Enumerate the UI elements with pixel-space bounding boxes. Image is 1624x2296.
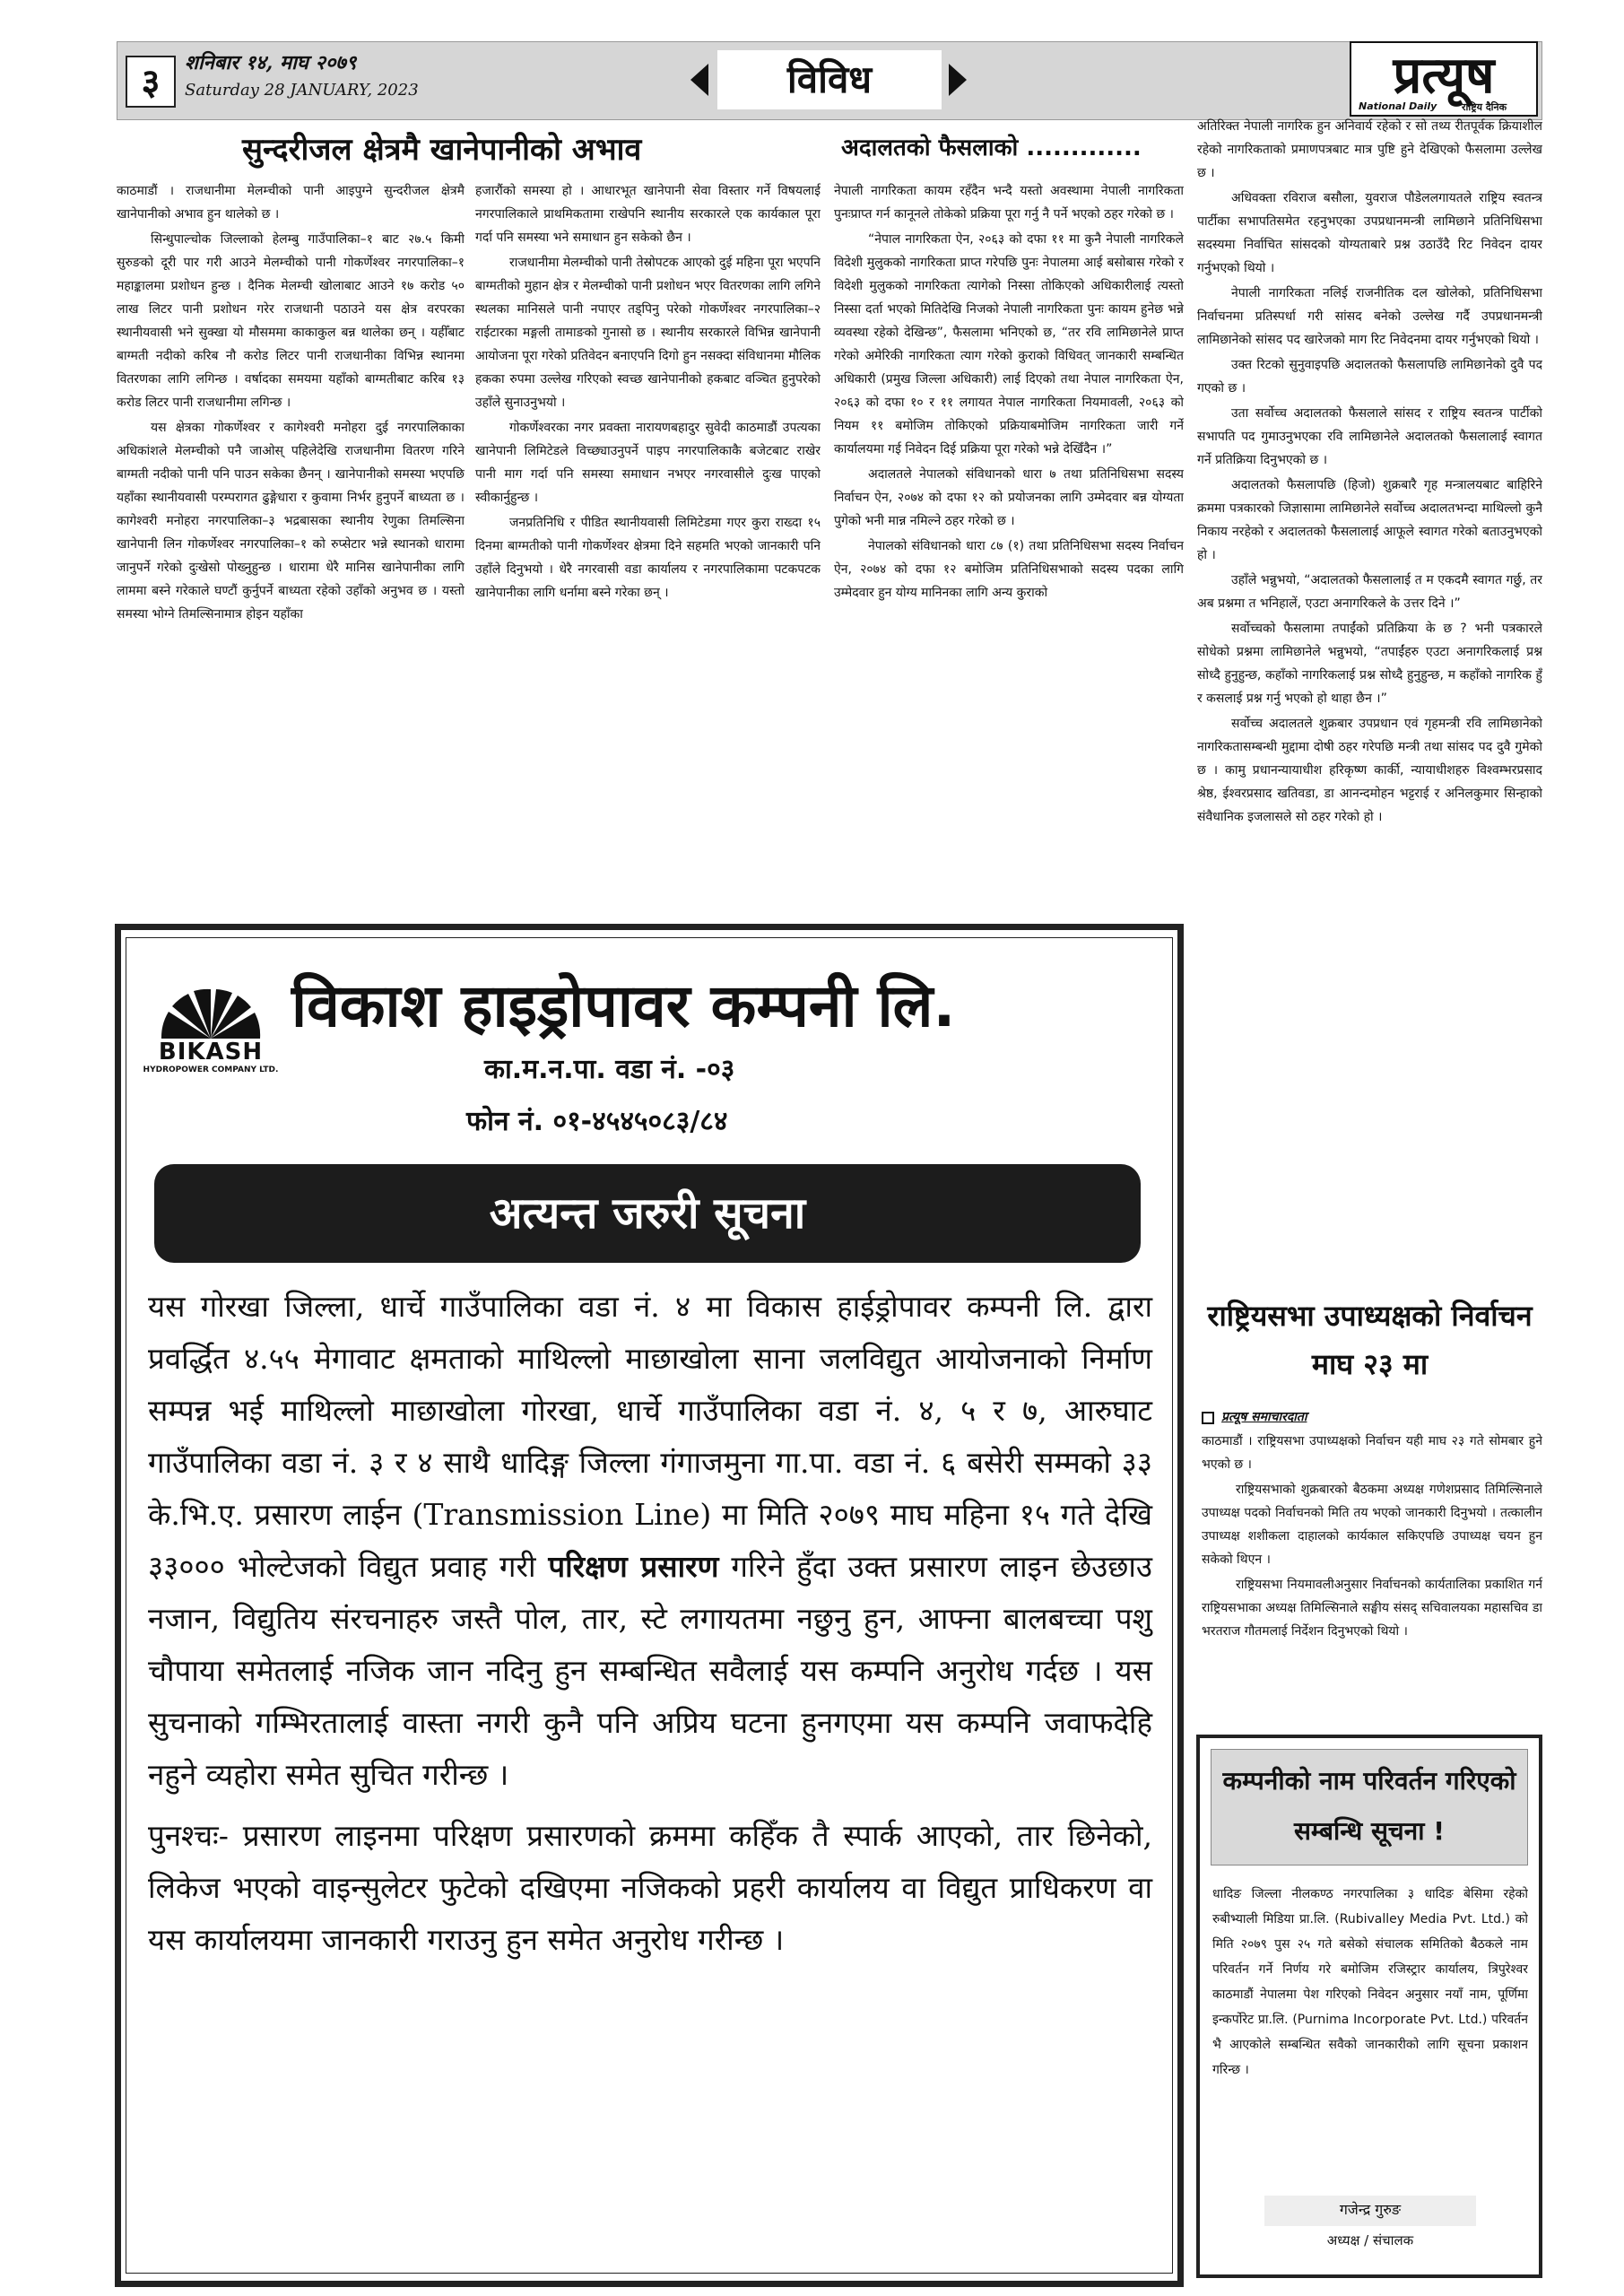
paragraph: सिन्धुपाल्चोक जिल्लाको हेलम्बु गाउँपालिका–१ बाट २७.५ किमी सुरुङको दूरी पार गरी आउने मेलम्चीको पानी गोकर्णेश्वर नगरपालिका–१ महाङ्कालमा प्रशोधन हुन्छ । दैनिक मेलम्ची खोलाबाट आउने १७ करोड ५० लाख लिटर पानी प्रशोधन गरेर राजधानी पठाउने यस क्षेत्र वरपरका स्थानीयवासी भने सुक्खा यो मौसममा काकाकुल बन्न थालेका छन् । यहीँबाट बाग्मती नदीको करिब नौ करोड लिटर पानी राजधानीका विभिन्न स्थानमा वितरणका लागि लगिन्छ । वर्षादका समयमा यहाँको बाग्मतीबाट करिब १३ करोड लिटर पानी राजधानीमा लगिन्छ । (117, 232, 465, 410)
paragraph: गोकर्णेश्वरका नगर प्रवक्ता नारायणबहादुर सुवेदी काठमाडौं उपत्यका खानेपानी लिमिटेडले विच्छ्याउनुपर्ने पाइप नगरपालिकाकै बजेटबाट राखेर पानी माग गर्दा पनि समस्या समाधान नभएर नगरवासीले दुःख पाएको स्वीकार्नुहुन्छ । (475, 421, 821, 505)
advertisement-text: यस गोरखा जिल्ला, धार्चे गाउँपालिका वडा नं. ४ मा विकास हाईड्रोपावर कम्पनी लि. द्वारा प्रवर्द्धित ४.५५ मेगावाट क्षमताको माथिल्लो माछाखोला साना जलविद्युत आयोजनाको निर्माण सम्पन्न भई माथिल्लो माछाखोला गोरखा, धार्चे गाउँपालिका वडा नं. ४, ५ र ७, आरुघाट गाउँपालिका वडा नं. ३ र ४ साथै धादिङ्ग जिल्ला गंगाजमुना गा.पा. वडा नं. ६ बसेरी सम्मको ३३ के.भि.ए. प्रसारण लाईन (Transmission Line) मा मिति २०७९ माघ महिना १५ गते देखि ३३००० भोल्टेजको विद्युत प्रवाह गरी (148, 1289, 1152, 1584)
paragraph: जनप्रतिनिधि र पीडित स्थानीयवासी लिमिटेडमा गएर कुरा राख्दा १५ दिनमा बाग्मतीको पानी गोकर्णेश्वर क्षेत्रमा दिने सहमति भएको जानकारी पनि उहाँले दिनुभयो । धेरै नगरवासी वडा कार्यालय र नगरपालिकामा पटकपटक खानेपानीका लागि धर्नामा बस्ने गरेका छन् । (475, 516, 821, 600)
paragraph: काठमाडौं । राजधानीमा मेलम्चीको पानी आइपुग्ने सुन्दरीजल क्षेत्रमै खानेपानीको अभाव हुन थालेको छ । (117, 184, 465, 222)
paragraph: उक्त रिटको सुनुवाइपछि अदालतको फैसलापछि लामिछानेको दुवै पद गएको छ । (1197, 358, 1542, 396)
advertisement-company-name: विकाश हाइड्रोपावर कम्पनी लि. (291, 971, 956, 1040)
paragraph: धादिङ जिल्ला नीलकण्ठ नगरपालिका ३ धादिङ बेसिमा रहेको रुबीभ्याली मिडिया प्रा.लि. (Rubivalley Media Pvt. Ltd.) को मिति २०७९ पुस २५ गते बसेको संचालक समितिको बैठकले नाम परिवर्तन गर्ने निर्णय गरे बमोजिम रजिस्ट्रार कार्यालय, त्रिपुरेश्वर काठमाडौं नेपालमा पेश गरिएको निवेदन अनुसार नयाँ नाम, पूर्णिमा इन्कर्पोरेट प्रा.लि. (Purnima Incorporate Pvt. Ltd.) परिवर्तन भै आएकोले सम्बन्धित सवैको जानकारीको लागि सूचना प्रकाशन गरिन्छ । (1212, 1887, 1528, 2077)
date-nepali: शनिबार १४, माघ २०७९ (185, 51, 357, 74)
paragraph: सर्वोच्च अदालतले शुक्रबार उपप्रधान एवं गृहमन्त्री रवि लामिछानेको नागरिकतासम्बन्धी मुद्दामा दोषी ठहर गरेपछि मन्त्री तथा सांसद पद दुवै गुमेको छ । कामु प्रधानन्यायाधीश हरिकृष्ण कार्की, न्यायाधीशहरु विश्वम्भरप्रसाद श्रेष्ठ, ईश्वरप्रसाद खतिवडा, डा आनन्दमोहन भट्टराई र अनिलकुमार सिन्हाको संवैधानिक इजलासले सो ठहर गरेको हो । (1197, 717, 1542, 824)
article-column-3 (834, 179, 1184, 933)
advertisement-body (148, 1281, 1152, 1975)
paragraph: राष्ट्रियसभाको शुक्रबारको बैठकमा अध्यक्ष गणेशप्रसाद तिमिल्सिनाले उपाध्यक्ष पदको निर्वाचनको मिति तय भएको जानकारी दिनुभयो । तत्कालीन उपाध्यक्ष शशीकला दाहालको कार्यकाल सकिएपछि उपाध्यक्ष चयन हुन सकेको थिएन । (1202, 1483, 1542, 1567)
paragraph: नेपालको संविधानको धारा ८७ (१) तथा प्रतिनिधिसभा सदस्य निर्वाचन ऐन, २०७४ को दफा १२ बमोजिम प्रतिनिधिसभाको सदस्य पदका लागि उम्मेदवार हुन योग्य मानिनका लागि अन्य कुराको (834, 539, 1184, 600)
company-logo-text: BIKASH (158, 1039, 264, 1065)
triangle-right-icon (949, 64, 967, 96)
article-headline-court: अदालतको फैसलाको ............. (841, 135, 1142, 161)
advertisement-bold-text: परिक्षण प्रसारण (548, 1549, 719, 1584)
paragraph: यस क्षेत्रका गोकर्णेश्वर र कागेश्वरी मनोहरा दुई नगरपालिकाका अधिकांशले मेलम्चीको पनै जाओस् पहिलेदेखि राजधानीमा वितरण गरिने बाग्मती नदीको पानी पनि पाउन सकेका छैनन् । खानेपानीको समस्या भएपछि यहाँका स्थानीयवासी परम्परागत ढुङ्गेधारा र कुवामा निर्भर हुनुपर्ने बाध्यता छ । कागेश्वरी मनोहरा नगरपालिका–३ भद्रबासका स्थानीय रेणुका तिमल्सिना खानेपानी लिन गोकर्णेश्वर नगरपालिका–१ को रुप्सेटार भन्ने स्थानको धारामा जानुपर्ने गरेको दुःखेसो पोख्नुहुन्छ । धारामा धेरै मानिस खानेपानीका लागि लाममा बस्ने गरेकाले घण्टौं कुर्नुपर्ने बाध्यता रहेको उहाँको अनुभव छ । यस्तो समस्या भोग्ने तिमल्सिनामात्र होइन यहाँका (117, 421, 465, 622)
paragraph: नेपाली नागरिकता कायम रहँदैन भन्दै यस्तो अवस्थामा नेपाली नागरिकता पुनःप्राप्त गर्न कानूनले तोकेको प्रक्रिया पूरा गर्नु नै पर्ने भएको ठहर गरेको छ । (834, 184, 1184, 222)
article-headline-water: सुन्दरीजल क्षेत्रमै खानेपानीको अभाव (242, 132, 642, 168)
paragraph: उता सर्वोच्च अदालतको फैसलाले सांसद र राष्ट्रिय स्वतन्त्र पार्टीको सभापति पद गुमाउनुभएका रवि लामिछानेले अदालतको फैसलालाई स्वागत गर्ने प्रतिक्रिया दिनुभएको छ । (1197, 406, 1542, 467)
paragraph: सर्वोच्चको फैसलामा तपाईंको प्रतिक्रिया के छ ? भनी पत्रकारले सोधेको प्रश्नमा लामिछानेले भन्नुभयो, “तपाईंहरु एउटा अनागरिकलाई प्रश्न सोध्दै हुनुहुन्छ, कहाँको नागरिकलाई प्रश्न सोध्दै हुनुहुन्छ, म कहाँको नागरिक हुँ र कसलाई प्रश्न गर्नु भएको हो थाहा छैन ।” (1197, 622, 1542, 706)
section-title: विविध (786, 57, 873, 101)
paragraph: हजारौंको समस्या हो । आधारभूत खानेपानी सेवा विस्तार गर्ने विषयलाई नगरपालिकाले प्राथमिकतामा राखेपनि स्थानीय सरकारले एक कार्यकाल पूरा गर्दा पनि समस्या भने समाधान हुन सकेको छैन । (475, 184, 821, 245)
paragraph: उहाँले भन्नुभयो, “अदालतको फैसलालाई त म एकदमै स्वागत गर्छु, तर अब प्रश्नमा त भनिहालें, एउटा अनागरिकले के उत्तर दिने ।” (1197, 573, 1542, 611)
paragraph: राजधानीमा मेलम्चीको पानी तेस्रोपटक आएको दुई महिना पूरा भएपनि बाग्मतीको मुहान क्षेत्र र मेलम्चीको पानी प्रशोधन भएर वितरणका लागि लगिने स्थलका मानिसले पानी नपाएर तड्पिनु परेको गोकर्णेश्वर नगरपालिका–२ राईटारका मङ्गली तामाङको गुनासो छ । स्थानीय सरकारले विभिन्न खानेपानी आयोजना पूरा गरेको प्रतिवेदन बनाएपनि दिगो हुन नसक्दा संविधानमा मौलिक हकका रुपमा उल्लेख गरिएको स्वच्छ खानेपानीको हकबाट वञ्चित हुनुपरेको उहाँले सुनाउनुभयो । (475, 256, 821, 410)
article-column-4 (1197, 115, 1542, 1281)
article-column-2 (475, 179, 821, 915)
article-column-5 (1202, 1430, 1542, 1726)
paragraph: राष्ट्रियसभा नियमावलीअनुसार निर्वाचनको कार्यतालिका प्रकाशित गर्न राष्ट्रियसभाका अध्यक्ष तिमिल्सिनाले सङ्घीय संसद् सचिवालयका महासचिव डा भरतराज गौतमलाई निर्देशन दिनुभएको थियो । (1202, 1578, 1542, 1639)
advertisement-address: का.म.न.पा. वडा नं. -०३ (484, 1054, 735, 1085)
advertisement-phone: फोन नं. ०१-४५४५०८३/८४ (466, 1106, 728, 1137)
paragraph: काठमाडौं । राष्ट्रियसभा उपाध्यक्षको निर्वाचन यही माघ २३ गते सोमबार हुने भएको छ । (1202, 1434, 1542, 1472)
masthead-logo: प्रत्यूष (1393, 46, 1495, 105)
article-column-1 (117, 179, 465, 915)
masthead-logo-subtitle-en: National Daily (1359, 100, 1437, 112)
notice-signatory: गजेन्द्र गुरुङ (1339, 2201, 1402, 2218)
notice-title: कम्पनीको नाम परिवर्तन गरिएको सम्बन्धि सूचना ! (1222, 1766, 1516, 1846)
company-logo-subtext: HYDROPOWER COMPANY LTD. (143, 1065, 279, 1074)
paragraph: नेपाली नागरिकता नलिई राजनीतिक दल खोलेको, प्रतिनिधिसभा निर्वाचनमा प्रतिस्पर्धा गरी सांसद बनेको उल्लेख गर्दै उपप्रधानमन्त्री लामिछानेको सांसद पद खारेजको माग रिट निवेदनमा दायर गर्नुभएको थियो । (1197, 286, 1542, 347)
paragraph: अतिरिक्त नेपाली नागरिक हुन अनिवार्य रहेको र सो तथ्य रीतपूर्वक क्रियाशील रहेको नागरिकताको प्रमाणपत्रबाट मात्र पुष्टि हुने देखिएको फैसलामा उल्लेख छ । (1197, 119, 1542, 180)
byline-box-icon (1202, 1412, 1214, 1424)
page-number: ३ (126, 56, 176, 108)
urgent-notice-banner-text: अत्यन्त जरुरी सूचना (489, 1188, 806, 1239)
notice-body (1212, 1882, 1528, 2187)
article-headline-national-assembly: राष्ट्रियसभा उपाध्यक्षको निर्वाचन माघ २३ मा (1207, 1299, 1533, 1381)
paragraph: अदालतले नेपालको संविधानको धारा ७ तथा प्रतिनिधिसभा सदस्य निर्वाचन ऐन, २०७४ को दफा १२ को प्रयोजनका लागि उम्मेदवार बन्न योग्यता पुगेको भनी मान्न नमिल्ने ठहर गरेको छ । (834, 467, 1184, 528)
article-byline: प्रत्यूष समाचारदाता (1221, 1410, 1307, 1424)
masthead-logo-subtitle-np: राष्ट्रिय दैनिक (1462, 101, 1507, 113)
advertisement-paragraph (148, 1281, 1152, 1801)
notice-signatory-title: अध्यक्ष / संचालक (1326, 2232, 1414, 2248)
advertisement-postscript: पुनश्चः- प्रसारण लाइनमा परिक्षण प्रसारणको क्रममा कहिँक तै स्पार्क आएको, तार छिनेको, लिकेज भएको वाइन्सुलेटर फुटेको दखिएमा नजिकको प्रहरी कार्यालय वा विद्युत प्राधिकरण वा यस कार्यालयमा जानकारी गराउनु हुन समेत अनुरोध गरीन्छ । (148, 1818, 1152, 1957)
paragraph: अधिवक्ता रविराज बसौला, युवराज पौडेललगायतले राष्ट्रिय स्वतन्त्र पार्टीका सभापतिसमेत रहनुभएका उपप्रधानमन्त्री लामिछाने प्रतिनिधिसभा सदस्यमा निर्वाचित सांसदको योग्यताबारे प्रश्न उठाउँदै रिट निवेदन दायर गर्नुभएको थियो । (1197, 191, 1542, 275)
date-english: Saturday 28 JANUARY, 2023 (185, 81, 419, 100)
advertisement-text: गरिने हुँदा उक्त प्रसारण लाइन छेउछाउ नजान, विद्युतिय संरचनाहरु जस्तै पोल, तार, स्टे लगायतमा नछुनु हुन, आफ्ना बालबच्चा पशु चौपाया समेतलाई नजिक जान नदिनु हुन सम्बन्धित सवैलाई यस कम्पनि अनुरोध गर्दछ । यस सुचनाको गम्भिरतालाई वास्ता नगरी कुनै पनि अप्रिय घटना हुनगएमा यस कम्पनि जवाफदेहि नहुने व्यहोरा समेत सुचित गरीन्छ । (148, 1549, 1152, 1792)
triangle-left-icon (690, 64, 708, 96)
paragraph: “नेपाल नागरिकता ऐन, २०६३ को दफा ११ मा कुनै नेपाली नागरिकले विदेशी मुलुकको नागरिकता प्राप्त गरेपछि पुनः नेपालमा आई बसोबास गरेको र विदेशी मुलुकको नागरिकता त्यागेको निस्सा तोकिएको अधिकारीलाई त्यस्तो निस्सा दर्ता भएको मितिदेखि निजको नेपाली नागरिकता पुनः कायम हुनेछ भन्ने व्यवस्था रहेको देखिन्छ”, फैसलामा भनिएको छ, “तर रवि लामिछानेले प्राप्त गरेको अमेरिकी नागरिकता त्याग गरेको कुराको विधिवत् जानकारी सम्बन्धित अधिकारी (प्रमुख जिल्ला अधिकारी) लाई दिएको तथा नेपाल नागरिकता ऐन, २०६३ को दफा १० र ११ लगायत नेपाल नागरिकता नियमावली, २०६३ को नियम ११ बमोजिम तोकिएको प्रक्रियाबमोजिम नागरिकता जारी गर्ने कार्यालयमा गई निवेदन दिई प्रक्रिया पूरा गरेको भन्ने देखिँदैन ।” (834, 232, 1184, 457)
paragraph: अदालतको फैसलापछि (हिजो) शुक्रबारै गृह मन्त्रालयबाट बाहिरिने क्रममा पत्रकारको जिज्ञासामा लामिछानेले सर्वोच्च अदालतभन्दा माथिल्लो कुनै निकाय नरहेको र अदालतको फैसलालाई आफूले स्वागत गरेको बताउनुभएको हो । (1197, 478, 1542, 562)
